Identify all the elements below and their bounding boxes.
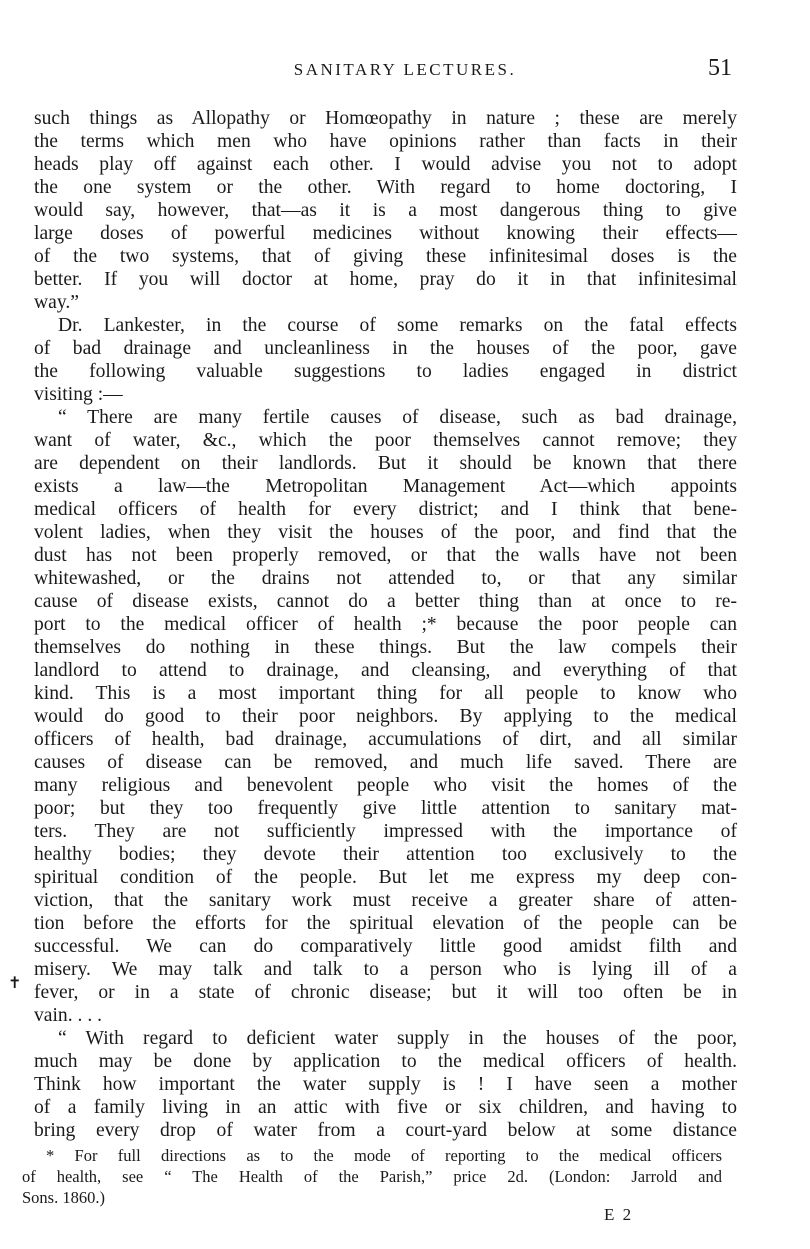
text-line: large doses of powerful medicines without knowing their effects— [34,223,737,244]
text-line: dust has not been properly removed, or that the walls have not been [34,545,737,566]
text-line: viction, that the sanitary work must receive a greater share of atten- [34,890,737,911]
text-line: exists a law—the Metropolitan Management Act—which appoints [34,476,737,497]
text-line: kind. This is a most important thing for all people to know who [34,683,737,704]
text-line: much may be done by application to the medical officers of health. [34,1051,737,1072]
text-line: would do good to their poor neighbors. By applying to the medical [34,706,737,727]
text-line: of a family living in an attic with five or six children, and having to [34,1097,737,1118]
text-line: “ With regard to deficient water supply in the houses of the poor, [58,1028,737,1049]
text-line: healthy bodies; they devote their attention too exclusively to the [34,844,737,865]
text-line: tion before the efforts for the spiritual elevation of the people can be [34,913,737,934]
text-line: vain. . . . [34,1005,103,1026]
text-line: would say, however, that—as it is a most dangerous thing to give [34,200,737,221]
footnote-line: of health, see “ The Health of the Parish,” price 2d. (London: Jarrold and [22,1167,722,1186]
margin-mark: ✝ [8,975,22,992]
text-line: want of water, &c., which the poor themselves cannot remove; they [34,430,737,451]
text-line: the terms which men who have opinions rather than facts in their [34,131,737,152]
text-line: port to the medical officer of health ;* because the poor people can [34,614,737,635]
text-line: the one system or the other. With regard to home doctoring, I [34,177,737,198]
text-line: of bad drainage and uncleanliness in the houses of the poor, gave [34,338,737,359]
text-line: themselves do nothing in these things. But the law compels their [34,637,737,658]
text-line: fever, or in a state of chronic disease; but it will too often be in [34,982,737,1003]
text-line: cause of disease exists, cannot do a better thing than at once to re- [34,591,737,612]
text-line: spiritual condition of the people. But let me express my deep con- [34,867,737,888]
text-line: whitewashed, or the drains not attended to, or that any similar [34,568,737,589]
text-line: the following valuable suggestions to ladies engaged in district [34,361,737,382]
text-line: better. If you will doctor at home, pray do it in that infinitesimal [34,269,737,290]
text-line: are dependent on their landlords. But it should be known that there [34,453,737,474]
text-line: medical officers of health for every district; and I think that bene- [34,499,737,520]
text-line: heads play off against each other. I would advise you not to adopt [34,154,737,175]
text-line: causes of disease can be removed, and much life saved. There are [34,752,737,773]
text-line: Think how important the water supply is ! I have seen a mother [34,1074,737,1095]
text-line: “ There are many fertile causes of disease, such as bad drainage, [58,407,737,428]
text-line: Dr. Lankester, in the course of some remarks on the fatal effects [58,315,737,336]
text-line: ters. They are not sufficiently impressed with the importance of [34,821,737,842]
text-line: of the two systems, that of giving these infinitesimal doses is the [34,246,737,267]
text-line: misery. We may talk and talk to a person who is lying ill of a [34,959,737,980]
text-line: officers of health, bad drainage, accumulations of dirt, and all similar [34,729,737,750]
text-line: bring every drop of water from a court-yard below at some distance [34,1120,737,1141]
text-line: successful. We can do comparatively little good amidst filth and [34,936,737,957]
text-line: visiting :— [34,384,123,405]
text-line: poor; but they too frequently give little attention to sanitary mat- [34,798,737,819]
footnote-line: * For full directions as to the mode of reporting to the medical officers [46,1146,722,1165]
text-line: volent ladies, when they visit the houses of the poor, and find that the [34,522,737,543]
text-line: such things as Allopathy or Homœopathy in nature ; these are merely [34,108,737,129]
signature-mark: E 2 [604,1205,634,1224]
footnote-line: Sons. 1860.) [22,1188,105,1207]
text-line: many religious and benevolent people who visit the homes of the [34,775,737,796]
page-number: 51 [708,55,732,81]
running-title: SANITARY LECTURES. [293,60,517,79]
text-line: landlord to attend to drainage, and cleansing, and everything of that [34,660,737,681]
text-line: way.” [34,292,79,313]
